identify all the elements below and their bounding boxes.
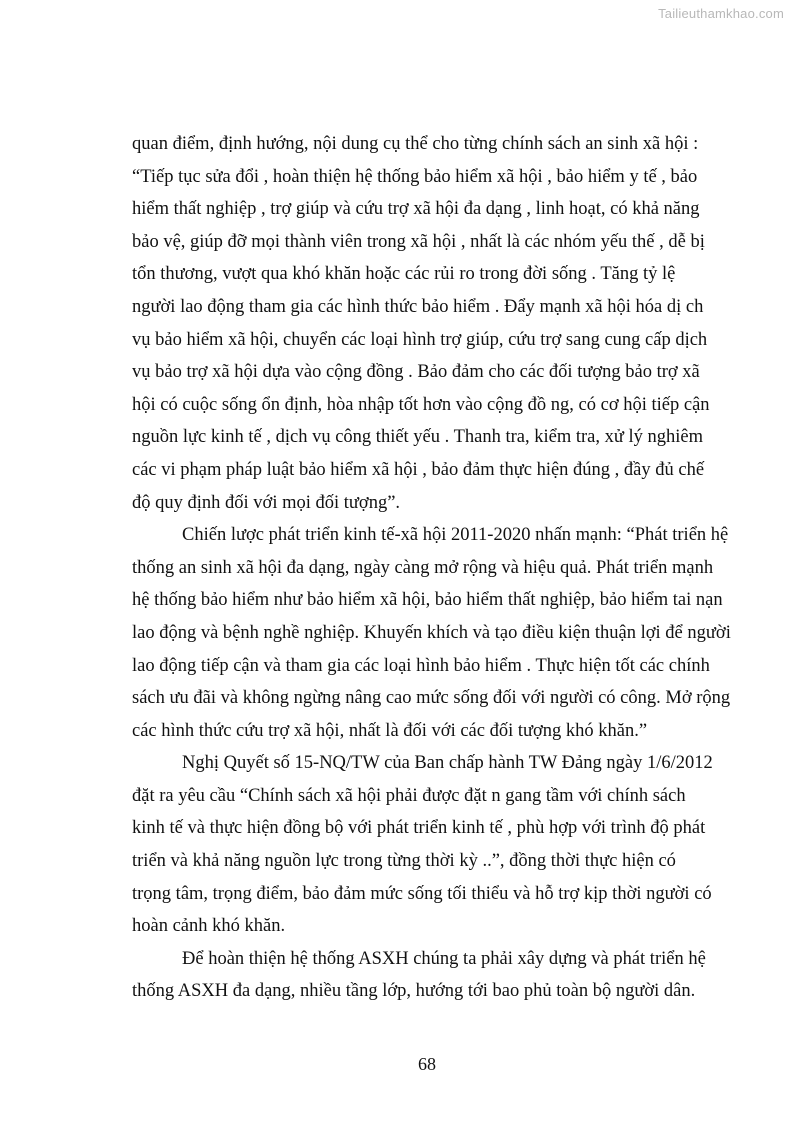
text-line: vụ bảo trợ xã hội dựa vào cộng đồng . Bảo đảm cho các đối tượng bảo trợ xã — [132, 362, 700, 383]
text-line: thống ASXH đa dạng, nhiều tầng lớp, hướng tới bao phủ toàn bộ người dân. — [132, 981, 696, 1002]
text-line: Để hoàn thiện hệ thống ASXH chúng ta phải xây dựng và phát triển hệ — [182, 948, 706, 969]
text-line: Nghị Quyết số 15-NQ/TW của Ban chấp hành TW Đảng ngày 1/6/2012 — [182, 753, 713, 774]
text-line: lao động và bệnh nghề nghiệp. Khuyến khích và tạo điều kiện thuận lợi để người — [132, 622, 731, 643]
text-line: thống an sinh xã hội đa dạng, ngày càng mở rộng và hiệu quả. Phát triển mạnh — [132, 557, 714, 578]
text-line: “Tiếp tục sửa đổi , hoàn thiện hệ thống bảo hiểm xã hội , bảo hiểm y tế , bảo — [132, 166, 698, 187]
text-line: trọng tâm, trọng điểm, bảo đảm mức sống tối thiểu và hỗ trợ kịp thời người có — [132, 883, 712, 904]
text-line: các hình thức cứu trợ xã hội, nhất là đối với các đối tượng khó khăn.” — [132, 720, 648, 741]
text-line: đặt ra yêu cầu “Chính sách xã hội phải được đặt n gang tầm với chính sách — [132, 785, 686, 806]
text-line: hoàn cảnh khó khăn. — [132, 916, 286, 937]
watermark-text: Tailieuthamkhao.com — [658, 6, 784, 21]
text-line: bảo vệ, giúp đỡ mọi thành viên trong xã hội , nhất là các nhóm yếu thế , dễ bị — [132, 231, 705, 252]
text-line: người lao động tham gia các hình thức bảo hiểm . Đẩy mạnh xã hội hóa dị ch — [132, 296, 704, 317]
text-line: sách ưu đãi và không ngừng nâng cao mức sống đối với người có công. Mở rộng — [132, 688, 731, 709]
text-line: lao động tiếp cận và tham gia các loại hình bảo hiểm . Thực hiện tốt các chính — [132, 655, 710, 676]
text-line: hệ thống bảo hiểm như bảo hiểm xã hội, bảo hiểm thất nghiệp, bảo hiểm tai nạn — [132, 590, 723, 611]
paragraph-4 — [132, 943, 722, 1008]
paragraph-3 — [132, 747, 722, 943]
text-line: vụ bảo hiểm xã hội, chuyển các loại hình trợ giúp, cứu trợ sang cung cấp dịch — [132, 329, 708, 350]
text-line: hội có cuộc sống ổn định, hòa nhập tốt hơn vào cộng đồ ng, có cơ hội tiếp cận — [132, 394, 710, 415]
page-number: 68 — [418, 1054, 436, 1074]
text-line: hiểm thất nghiệp , trợ giúp và cứu trợ xã hội đa dạng , linh hoạt, có khả năng — [132, 199, 700, 220]
paragraph-2 — [132, 519, 731, 747]
text-line: tổn thương, vượt qua khó khăn hoặc các rủi ro trong đời sống . Tăng tỷ lệ — [132, 264, 676, 285]
text-line: quan điểm, định hướng, nội dung cụ thể cho từng chính sách an sinh xã hội : — [132, 134, 699, 154]
text-line: kinh tế và thực hiện đồng bộ với phát triển kinh tế , phù hợp với trình độ phát — [132, 818, 706, 839]
document-body — [132, 128, 731, 1008]
paragraph-1 — [132, 128, 722, 519]
text-line: các vi phạm pháp luật bảo hiểm xã hội , bảo đảm thực hiện đúng , đầy đủ chế — [132, 459, 705, 480]
text-line: nguồn lực kinh tế , dịch vụ công thiết yếu . Thanh tra, kiểm tra, xử lý nghiêm — [132, 427, 703, 448]
text-line: triển và khả năng nguồn lực trong từng thời kỳ ..”, đồng thời thực hiện có — [132, 851, 676, 872]
text-line: độ quy định đối với mọi đối tượng”. — [132, 492, 401, 513]
text-line: Chiến lược phát triển kinh tế-xã hội 2011-2020 nhấn mạnh: “Phát triển hệ — [182, 525, 729, 546]
